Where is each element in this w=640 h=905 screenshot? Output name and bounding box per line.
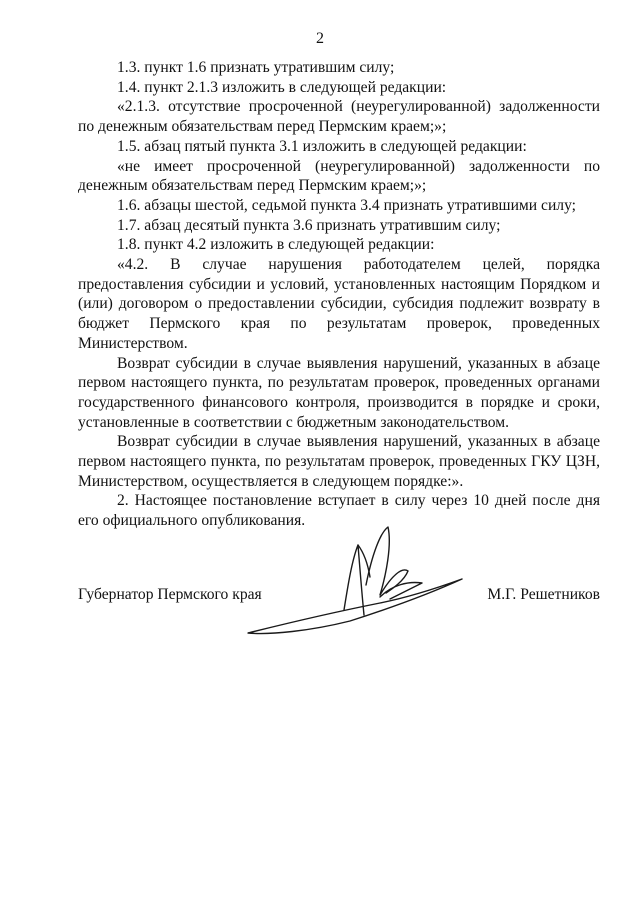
- paragraph-1-4: 1.4. пункт 2.1.3 изложить в следующей редакции:: [117, 78, 447, 96]
- handwritten-signature: [240, 515, 480, 640]
- paragraph-1-6: 1.6. абзацы шестой, седьмой пункта 3.4 признать утратившими силу;: [117, 196, 576, 214]
- paragraph-2-1-3-quote: «2.1.3. отсутствие просроченной (неурегулированной) задолженности по денежным обязательствам перед Пермским краем;»;: [78, 98, 600, 136]
- signatory-name: М.Г. Решетников: [487, 586, 600, 603]
- paragraph-1-5-quote: «не имеет просроченной (неурегулированной) задолженности по денежным обязательствам перед Пермским краем;»;: [78, 157, 600, 195]
- paragraph-1-3: 1.3. пункт 1.6 признать утратившим силу;: [117, 59, 395, 76]
- document-body: [78, 58, 600, 531]
- paragraph-1-7: 1.7. абзац десятый пункта 3.6 признать утратившим силу;: [117, 216, 501, 234]
- page-number: 2: [316, 30, 324, 47]
- paragraph-refund-gku: Возврат субсидии в случае выявления нарушений, указанных в абзаце первом настоящего пункта, по результатам проверок, проведенных ГКУ ЦЗН, Министерством, осуществляется в следующем порядке:».: [78, 433, 600, 490]
- paragraph-1-8: 1.8. пункт 4.2 изложить в следующей редакции:: [117, 236, 435, 254]
- paragraph-4-2-quote: «4.2. В случае нарушения работодателем целей, порядка предоставления субсидии и условий, установленных настоящим Порядком и (или) договором о предоставлении субсидии, субсидия подлежит возврату в бюджет Пермского края по результатам проверок, проведенных Министерством.: [78, 256, 600, 352]
- paragraph-refund-control: Возврат субсидии в случае выявления нарушений, указанных в абзаце первом настоящего пункта, по результатам проверок, проведенных органами государственного финансового контроля, производится в порядке и сроки, установленные в соответствии с бюджетным законодательством.: [78, 354, 600, 431]
- paragraph-1-5: 1.5. абзац пятый пункта 3.1 изложить в следующей редакции:: [117, 137, 527, 155]
- paragraph-2-effective: 2. Настоящее постановление вступает в силу через 10 дней после дня его официального опубликования.: [78, 492, 600, 530]
- signatory-title: Губернатор Пермского края: [78, 586, 262, 603]
